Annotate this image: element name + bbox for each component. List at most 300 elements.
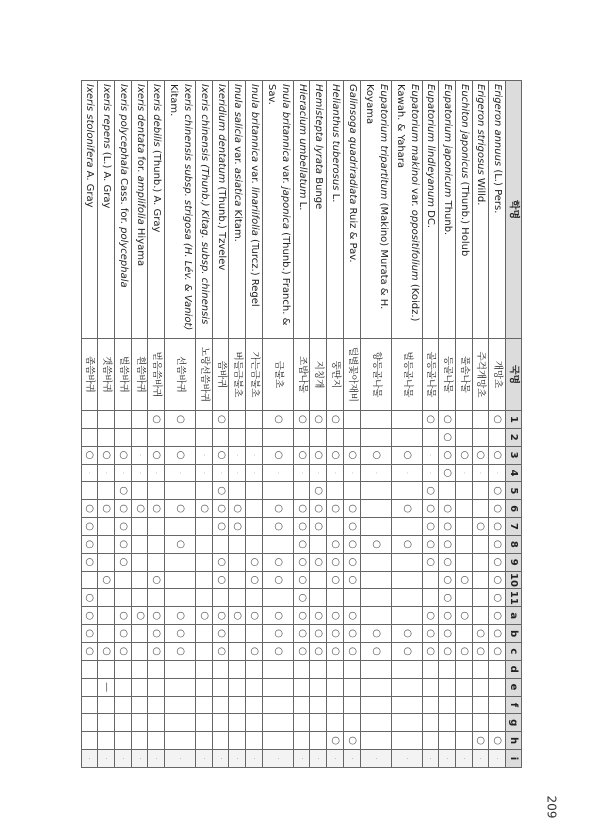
empty-cell (81, 571, 98, 589)
empty-cell (229, 553, 246, 571)
name-part: (L.) A. Gray (101, 148, 113, 209)
empty-cell (165, 428, 196, 446)
presence-mark: ○ (489, 446, 506, 464)
dot-mark: · (422, 464, 439, 482)
dot-mark: · (455, 464, 472, 482)
empty-cell (293, 714, 310, 732)
empty-cell (196, 696, 213, 714)
name-part: var. (232, 143, 244, 168)
name-part: Eupatorium tripartitum (377, 84, 389, 200)
korean-name: 노랑선씀바귀 (196, 339, 213, 411)
empty-cell (489, 660, 506, 678)
empty-cell (327, 696, 344, 714)
presence-mark: ○ (489, 411, 506, 429)
table-row (489, 81, 506, 768)
table-row (343, 81, 360, 768)
presence-mark: ○ (81, 518, 98, 536)
empty-cell (391, 714, 422, 732)
presence-mark: ○ (489, 482, 506, 500)
dot-mark: · (246, 750, 263, 768)
empty-cell (81, 482, 98, 500)
species-occurrence-table (81, 80, 522, 768)
table-row (131, 81, 148, 768)
empty-cell (455, 678, 472, 696)
empty-cell (455, 732, 472, 750)
presence-mark: ○ (439, 518, 456, 536)
empty-cell (115, 696, 132, 714)
empty-cell (293, 660, 310, 678)
empty-cell (246, 678, 263, 696)
presence-mark: ○ (229, 607, 246, 625)
empty-cell (98, 607, 115, 625)
dot-mark: · (196, 464, 213, 482)
name-part: Ixeris stolonifera (84, 84, 96, 168)
header-col-2: 2 (506, 428, 522, 446)
name-part: polycephala (117, 227, 129, 288)
empty-cell (343, 714, 360, 732)
empty-cell (293, 678, 310, 696)
table-header-row (506, 81, 522, 768)
presence-mark: ○ (439, 535, 456, 553)
empty-cell (98, 714, 115, 732)
empty-cell (165, 589, 196, 607)
empty-cell (391, 518, 422, 536)
empty-cell (115, 428, 132, 446)
empty-cell (148, 589, 165, 607)
presence-mark: ○ (212, 500, 229, 518)
empty-cell (472, 714, 489, 732)
empty-cell (489, 714, 506, 732)
presence-mark: ○ (246, 607, 263, 625)
empty-cell (229, 660, 246, 678)
empty-cell (196, 553, 213, 571)
empty-cell (98, 696, 115, 714)
dot-mark: · (422, 446, 439, 464)
name-part: (Turcz.) Regel (248, 235, 260, 307)
name-part: Kitam. (232, 206, 244, 242)
empty-cell (310, 571, 327, 589)
presence-mark: ○ (115, 446, 132, 464)
korean-name: 뚱딴지 (327, 339, 344, 411)
empty-cell (293, 428, 310, 446)
dot-mark: · (472, 750, 489, 768)
empty-cell (455, 518, 472, 536)
presence-mark: ○ (489, 589, 506, 607)
korean-name: 씀바귀 (212, 339, 229, 411)
empty-cell (229, 678, 246, 696)
header-col-10: 10 (506, 571, 522, 589)
dot-mark: · (131, 464, 148, 482)
presence-mark: ○ (293, 625, 310, 643)
empty-cell (131, 678, 148, 696)
name-part: Ixeris chinensis subsp. strigosa (H. Lév. & Vaniot) (182, 84, 194, 331)
scientific-name (196, 81, 213, 339)
dot-mark: · (360, 750, 391, 768)
empty-cell (472, 607, 489, 625)
name-part: Ixeris repens (101, 84, 113, 149)
dot-mark: · (310, 750, 327, 768)
empty-cell (455, 553, 472, 571)
empty-cell (148, 535, 165, 553)
header-col-9: 9 (506, 553, 522, 571)
presence-mark: ○ (165, 500, 196, 518)
presence-mark: ○ (439, 607, 456, 625)
empty-cell (391, 589, 422, 607)
dot-mark: · (81, 464, 98, 482)
empty-cell (212, 660, 229, 678)
scientific-name (310, 81, 327, 339)
presence-mark: ○ (489, 625, 506, 643)
presence-mark: ○ (422, 411, 439, 429)
presence-mark: ○ (165, 642, 196, 660)
dot-mark: · (293, 464, 310, 482)
empty-cell (81, 411, 98, 429)
name-part: (Thunb.) Holub (458, 178, 470, 257)
empty-cell (422, 732, 439, 750)
presence-mark: ○ (212, 625, 229, 643)
presence-mark: ○ (293, 642, 310, 660)
dot-mark: · (98, 750, 115, 768)
presence-mark: ○ (229, 518, 246, 536)
scientific-name (165, 81, 196, 339)
presence-mark: ○ (196, 500, 213, 518)
empty-cell (422, 696, 439, 714)
header-col-e: e (506, 678, 522, 696)
name-part: linariifolia (248, 186, 260, 236)
dot-mark: · (439, 750, 456, 768)
korean-name: 주걱개망초 (472, 339, 489, 411)
empty-cell (391, 571, 422, 589)
presence-mark: ○ (98, 500, 115, 518)
presence-mark: ○ (422, 500, 439, 518)
scientific-name (439, 81, 456, 339)
presence-mark: ○ (262, 553, 293, 571)
presence-mark: ○ (212, 553, 229, 571)
scientific-name (293, 81, 310, 339)
empty-cell (262, 482, 293, 500)
empty-cell (391, 732, 422, 750)
dot-mark: · (472, 464, 489, 482)
empty-cell (343, 428, 360, 446)
empty-cell (455, 411, 472, 429)
presence-mark: ○ (115, 607, 132, 625)
header-col-a: a (506, 607, 522, 625)
presence-mark: ○ (81, 500, 98, 518)
presence-mark: ○ (262, 518, 293, 536)
empty-cell (165, 660, 196, 678)
dot-mark: · (246, 464, 263, 482)
table-row (310, 81, 327, 768)
presence-mark: ○ (422, 625, 439, 643)
name-part: (L.) Pers. (492, 166, 504, 214)
presence-mark: ○ (212, 571, 229, 589)
header-col-b: b (506, 625, 522, 643)
empty-cell (472, 589, 489, 607)
dot-mark: · (165, 464, 196, 482)
empty-cell (439, 678, 456, 696)
empty-cell (246, 732, 263, 750)
empty-cell (360, 553, 391, 571)
korean-name: 향등골나물 (360, 339, 391, 411)
empty-cell (246, 696, 263, 714)
table-row (212, 81, 229, 768)
empty-cell (489, 696, 506, 714)
header-col-h: h (506, 732, 522, 750)
dot-mark: · (422, 750, 439, 768)
presence-mark: ○ (439, 411, 456, 429)
presence-mark: ○ (165, 625, 196, 643)
presence-mark: ○ (343, 607, 360, 625)
dot-mark: · (310, 464, 327, 482)
presence-mark: ○ (212, 642, 229, 660)
presence-mark: ○ (81, 625, 98, 643)
header-col-8: 8 (506, 535, 522, 553)
name-part: var. (279, 162, 291, 187)
korean-name: 흰씀바귀 (131, 339, 148, 411)
dot-mark: · (391, 464, 422, 482)
presence-mark: ○ (343, 571, 360, 589)
table-row (422, 81, 439, 768)
empty-cell (327, 660, 344, 678)
korean-name: 골등골나물 (422, 339, 439, 411)
empty-cell (196, 678, 213, 696)
table-row (81, 81, 98, 768)
presence-mark: ○ (212, 411, 229, 429)
name-part: Ixeris dentata (134, 84, 146, 154)
empty-cell (310, 428, 327, 446)
empty-cell (472, 535, 489, 553)
empty-cell (131, 660, 148, 678)
presence-mark: ○ (81, 535, 98, 553)
presence-mark: ○ (148, 446, 165, 464)
presence-mark: ○ (212, 518, 229, 536)
presence-mark: ○ (98, 446, 115, 464)
presence-mark: ○ (343, 625, 360, 643)
empty-cell (262, 535, 293, 553)
presence-mark: ○ (262, 446, 293, 464)
empty-cell (165, 714, 196, 732)
empty-cell (360, 428, 391, 446)
empty-cell (472, 428, 489, 446)
table-row (327, 81, 344, 768)
dot-mark: · (165, 750, 196, 768)
dot-mark: · (343, 750, 360, 768)
table-row (115, 81, 132, 768)
presence-mark: ○ (422, 642, 439, 660)
empty-cell (131, 411, 148, 429)
empty-cell (98, 428, 115, 446)
empty-cell (165, 732, 196, 750)
empty-cell (81, 714, 98, 732)
header-col-6: 6 (506, 500, 522, 518)
name-part: Ixeris chinensis (Thunb.) Kitag. subsp. chinensis (198, 84, 210, 325)
empty-cell (229, 411, 246, 429)
empty-cell (327, 589, 344, 607)
presence-mark: ○ (212, 446, 229, 464)
empty-cell (98, 553, 115, 571)
name-part: DC. (425, 206, 437, 229)
presence-mark: ○ (327, 625, 344, 643)
empty-cell (360, 714, 391, 732)
empty-cell (212, 714, 229, 732)
empty-cell (131, 625, 148, 643)
empty-cell (229, 732, 246, 750)
presence-mark: ○ (455, 642, 472, 660)
empty-cell (422, 714, 439, 732)
dot-mark: · (455, 750, 472, 768)
name-part: Inula salicia (232, 84, 244, 144)
presence-mark: ○ (148, 500, 165, 518)
empty-cell (246, 589, 263, 607)
rotated-table-container (80, 80, 522, 768)
empty-cell (81, 696, 98, 714)
presence-mark: ○ (165, 535, 196, 553)
empty-cell (422, 428, 439, 446)
empty-cell (115, 571, 132, 589)
presence-mark: ○ (472, 732, 489, 750)
empty-cell (212, 678, 229, 696)
name-part: Ixeris polycephala (117, 84, 129, 175)
presence-mark: ○ (391, 642, 422, 660)
empty-cell (148, 678, 165, 696)
empty-cell (196, 625, 213, 643)
empty-cell (455, 482, 472, 500)
presence-mark: ○ (343, 732, 360, 750)
empty-cell (262, 660, 293, 678)
presence-mark: ○ (81, 446, 98, 464)
empty-cell (439, 732, 456, 750)
dot-mark: · (131, 446, 148, 464)
presence-mark: ○ (489, 553, 506, 571)
presence-mark: ○ (489, 732, 506, 750)
empty-cell (246, 518, 263, 536)
presence-mark: ○ (310, 518, 327, 536)
empty-cell (262, 589, 293, 607)
name-part: Hieracium umbellatum (296, 84, 308, 199)
empty-cell (360, 607, 391, 625)
dot-mark: · (489, 750, 506, 768)
presence-mark: ○ (472, 642, 489, 660)
presence-mark: ○ (343, 500, 360, 518)
presence-mark: ○ (310, 446, 327, 464)
presence-mark: ○ (327, 732, 344, 750)
empty-cell (148, 714, 165, 732)
dash-mark: — (98, 678, 115, 696)
dot-mark: · (229, 750, 246, 768)
table-row (391, 81, 422, 768)
name-part: Hiyama (134, 224, 146, 267)
empty-cell (360, 678, 391, 696)
empty-cell (81, 428, 98, 446)
presence-mark: ○ (439, 553, 456, 571)
empty-cell (293, 482, 310, 500)
empty-cell (148, 553, 165, 571)
empty-cell (439, 696, 456, 714)
empty-cell (148, 660, 165, 678)
empty-cell (391, 553, 422, 571)
presence-mark: ○ (360, 642, 391, 660)
empty-cell (343, 589, 360, 607)
empty-cell (310, 589, 327, 607)
empty-cell (165, 518, 196, 536)
presence-mark: ○ (439, 500, 456, 518)
table-row (148, 81, 165, 768)
presence-mark: ○ (115, 553, 132, 571)
empty-cell (246, 482, 263, 500)
empty-cell (472, 482, 489, 500)
presence-mark: ○ (98, 642, 115, 660)
presence-mark: ○ (165, 411, 196, 429)
presence-mark: ○ (360, 625, 391, 643)
presence-mark: ○ (310, 642, 327, 660)
empty-cell (131, 553, 148, 571)
presence-mark: ○ (293, 553, 310, 571)
presence-mark: ○ (327, 500, 344, 518)
scientific-name (115, 81, 132, 339)
empty-cell (196, 571, 213, 589)
korean-name: 버들금불초 (229, 339, 246, 411)
presence-mark: ○ (229, 500, 246, 518)
empty-cell (455, 696, 472, 714)
empty-cell (455, 625, 472, 643)
korean-name: 벋음씀바귀 (148, 339, 165, 411)
name-part: Eupatorium lindleyanum (425, 84, 437, 207)
dot-mark: · (229, 446, 246, 464)
empty-cell (165, 678, 196, 696)
header-korean-name: 국명 (506, 339, 522, 411)
empty-cell (229, 428, 246, 446)
empty-cell (229, 714, 246, 732)
presence-mark: ○ (439, 464, 456, 482)
presence-mark: ○ (327, 446, 344, 464)
empty-cell (343, 660, 360, 678)
presence-mark: ○ (293, 535, 310, 553)
empty-cell (455, 660, 472, 678)
scientific-name (81, 81, 98, 339)
presence-mark: ○ (148, 411, 165, 429)
empty-cell (212, 732, 229, 750)
empty-cell (391, 428, 422, 446)
empty-cell (360, 660, 391, 678)
empty-cell (360, 571, 391, 589)
empty-cell (229, 642, 246, 660)
presence-mark: ○ (165, 446, 196, 464)
empty-cell (165, 482, 196, 500)
empty-cell (148, 518, 165, 536)
korean-name: 털별꽃아재비 (343, 339, 360, 411)
presence-mark: ○ (262, 625, 293, 643)
empty-cell (472, 571, 489, 589)
presence-mark: ○ (310, 553, 327, 571)
name-part: Erigeron annuus (492, 84, 504, 167)
presence-mark: ○ (148, 625, 165, 643)
dot-mark: · (391, 750, 422, 768)
scientific-name (360, 81, 391, 339)
empty-cell (246, 660, 263, 678)
empty-cell (165, 571, 196, 589)
presence-mark: ○ (422, 535, 439, 553)
presence-mark: ○ (115, 642, 132, 660)
empty-cell (455, 714, 472, 732)
header-scientific-name: 학명 (506, 81, 522, 339)
presence-mark: ○ (115, 500, 132, 518)
korean-name: 개망초 (489, 339, 506, 411)
empty-cell (343, 411, 360, 429)
dot-mark: · (131, 750, 148, 768)
presence-mark: ○ (327, 553, 344, 571)
name-part: Thunb. (442, 197, 454, 236)
name-part: L. (296, 198, 308, 211)
